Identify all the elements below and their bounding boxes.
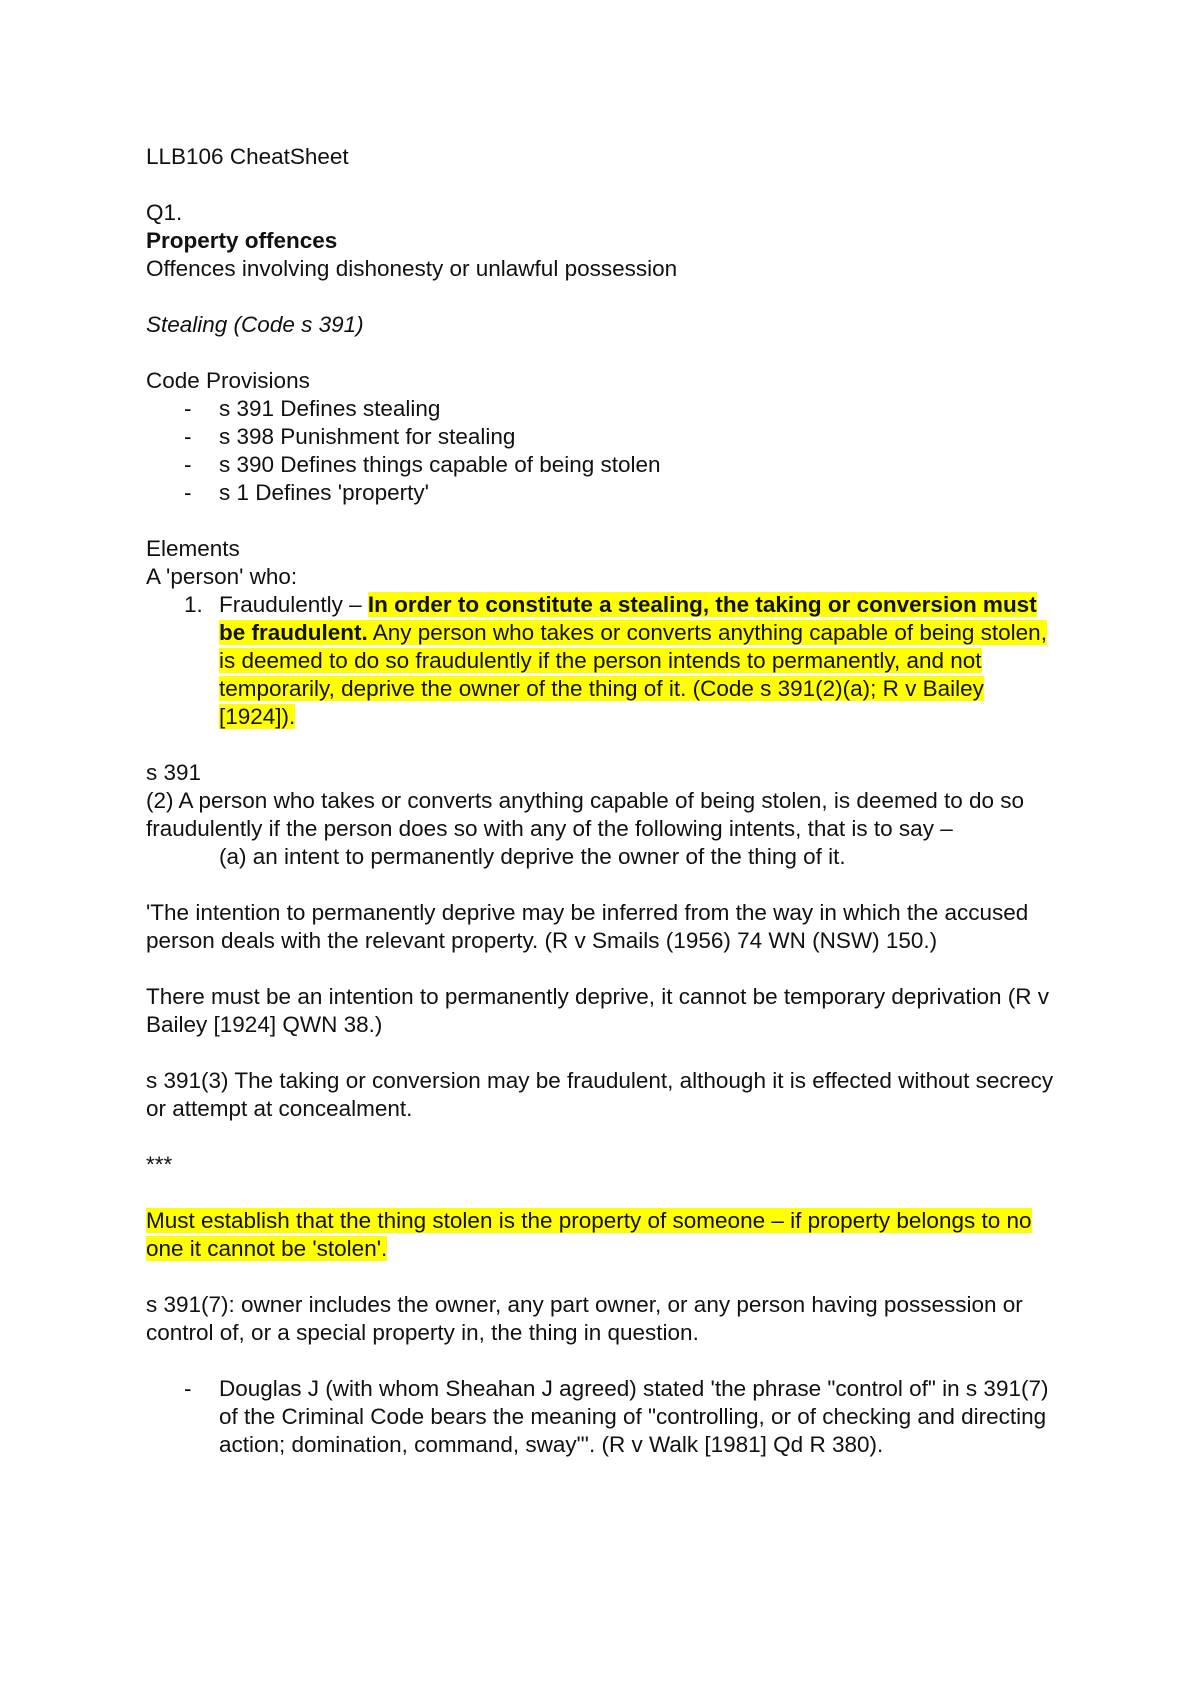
document-page: [146, 143, 1056, 1459]
element-item-fraudulently: 1. Fraudulently – In order to constitute a stealing, the taking or conversion must be fraudulent. Any person who takes or converts anything capable of being stolen, is deemed to do so fraudulently if the person intends to permanently, and not temporarily, deprive the owner of the thing of it. (Code s 391(2)(a); R v Bailey [1924]).: [184, 592, 1047, 729]
question-label: Q1.: [146, 200, 183, 225]
paragraph-s391-3: s 391(3) The taking or conversion may be fraudulent, although it is effected without secrecy or attempt at concealment.: [146, 1068, 1054, 1121]
paragraph-s391-7: s 391(7): owner includes the owner, any part owner, or any person having possession or control of, or a special property in, the thing in question.: [146, 1292, 1023, 1345]
list-item: - s 391 Defines stealing: [184, 396, 441, 421]
elements-label: Elements: [146, 536, 240, 561]
separator: ***: [146, 1152, 173, 1177]
paragraph-intention: 'The intention to permanently deprive may be inferred from the way in which the accused person deals with the relevant property. (R v Smails (1956) 74 WN (NSW) 150.): [146, 900, 1029, 953]
section-heading: Property offences: [146, 228, 338, 253]
list-item: - s 390 Defines things capable of being stolen: [184, 452, 661, 477]
list-item: - s 1 Defines 'property': [184, 480, 429, 505]
document-title: LLB106 CheatSheet: [146, 144, 349, 169]
highlighted-text: Any person who takes or converts anything capable of being stolen, is deemed to do so fraudulently if the person intends to permanently, and not temporarily, deprive the owner of the thing of it. (Code s 391(2)(a); R v Bailey [1924]).: [219, 620, 1047, 729]
paragraph-temporary: There must be an intention to permanently deprive, it cannot be temporary deprivation (R v Bailey [1924] QWN 38.): [146, 984, 1049, 1037]
list-item: - Douglas J (with whom Sheahan J agreed) stated 'the phrase "control of" in s 391(7) of the Criminal Code bears the meaning of "controlling, or of checking and directing action; domination, command, sway"'. (R v Walk [1981] Qd R 380).: [184, 1376, 1049, 1457]
highlighted-paragraph: Must establish that the thing stolen is the property of someone – if property belongs to no one it cannot be 'stolen'.: [146, 1208, 1032, 1261]
s391-label: s 391: [146, 760, 202, 785]
douglas-quote: Douglas J (with whom Sheahan J agreed) stated 'the phrase "control of" in s 391(7) of the Criminal Code bears the meaning of "controlling, or of checking and directing action; domination, command, sway"'. (R v Walk [1981] Qd R 380).: [219, 1376, 1049, 1457]
section-subheading: Offences involving dishonesty or unlawful possession: [146, 256, 678, 281]
highlighted-bold-text: In order to constitute a stealing, the taking or conversion must be fraudulent.: [219, 592, 1037, 645]
stealing-heading: Stealing (Code s 391): [146, 312, 364, 337]
elements-intro: A 'person' who:: [146, 564, 298, 589]
list-item: - s 398 Punishment for stealing: [184, 424, 516, 449]
s391-subsection-2: (2) A person who takes or converts anything capable of being stolen, is deemed to do so fraudulently if the person does so with any of the following intents, that is to say –: [146, 788, 1025, 841]
code-provisions-label: Code Provisions: [146, 368, 310, 393]
s391-para-a: (a) an intent to permanently deprive the owner of the thing of it.: [219, 844, 846, 869]
